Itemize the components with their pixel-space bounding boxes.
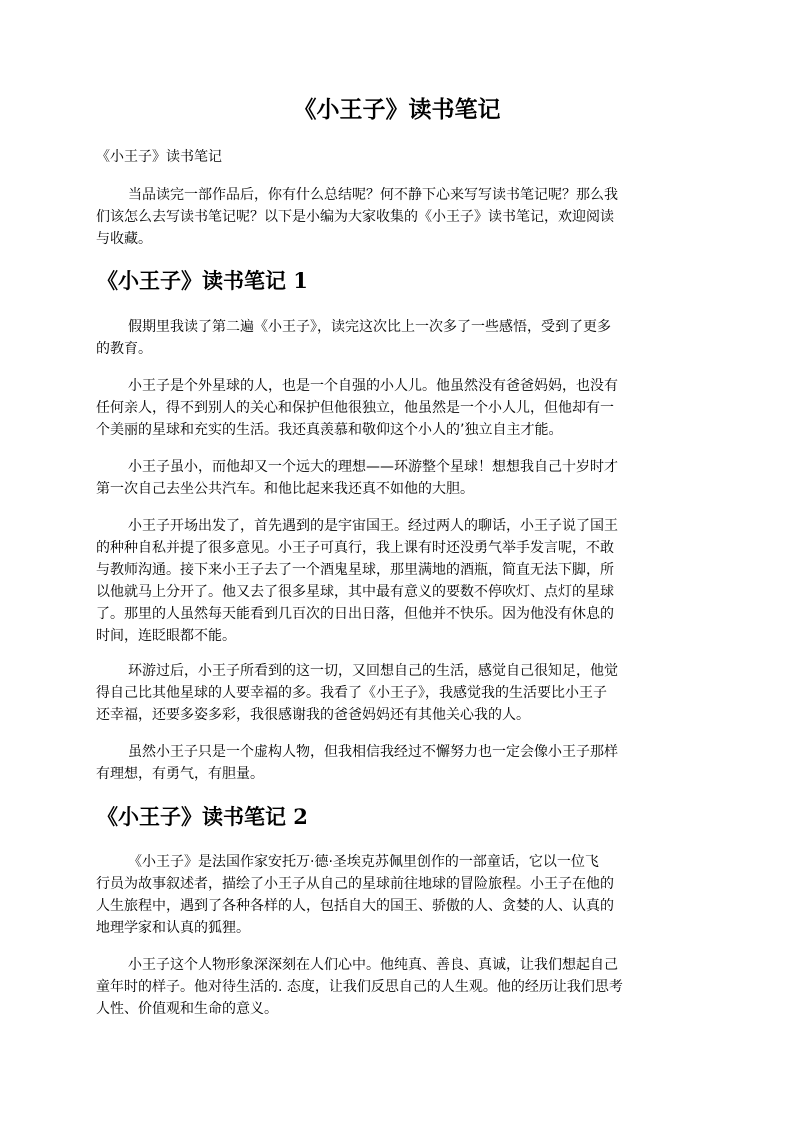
paragraph-line: 小王子虽小，而他却又一个远大的理想——环游整个星球！想想我自己十岁时才: [128, 459, 618, 475]
paragraph-line: 人性、价值观和生命的意义。: [96, 1001, 278, 1017]
section1-paragraph-3: [96, 456, 698, 500]
paragraph-line: 假期里我读了第二遍《小王子》，读完这次比上一次多了一些感悟，受到了更多: [128, 319, 611, 335]
paragraph-line: 人生旅程中，遇到了各种各样的人，包括自大的国王、骄傲的人、贪婪的人、认真的: [96, 898, 614, 914]
section1-paragraph-4: [96, 515, 698, 647]
paragraph-line: 时间，连眨眼都不能。: [96, 628, 236, 644]
paragraph-line: 小王子这个人物形象深深刻在人们心中。他纯真、善良、真诚，让我们想起自己: [128, 957, 618, 973]
paragraph-line: 的种种自私并提了很多意见。小王子可真行，我上课有时还没勇气举手发言呢，不敢: [96, 540, 614, 556]
section1-paragraph-6: [96, 741, 698, 785]
section1-paragraph-2: [96, 375, 698, 441]
paragraph-line: 当品读完一部作品后，你有什么总结呢？何不静下心来写写读书笔记呢？那么我: [128, 187, 618, 203]
paragraph-line: 有理想，有勇气，有胆量。: [96, 766, 264, 782]
section1-paragraph-1: [96, 316, 698, 360]
paragraph-line: 第一次自己去坐公共汽车。和他比起来我还真不如他的大胆。: [96, 481, 474, 497]
intro-paragraph: [96, 184, 698, 250]
paragraph-line: 行员为故事叙述者，描绘了小王子从自己的星球前往地球的冒险旅程。小王子在他的: [96, 876, 614, 892]
paragraph-line: 还幸福，还要多姿多彩，我很感谢我的爸爸妈妈还有其他关心我的人。: [96, 707, 530, 723]
paragraph-line: 任何亲人，得不到别人的关心和保护但他很独立，他虽然是一个小人儿，但他却有一: [96, 400, 614, 416]
section1-paragraph-5: [96, 660, 698, 726]
section-heading-2: 《小王子》读书笔记 2: [97, 804, 308, 829]
paragraph-line: 们该怎么去写读书笔记呢？以下是小编为大家收集的《小王子》读书笔记，欢迎阅读: [96, 209, 614, 225]
paragraph-line: 童年时的样子。他对待生活的. 态度，让我们反思自己的人生观。他的经历让我们思考: [96, 979, 623, 995]
paragraph-line: 小王子是个外星球的人，也是一个自强的小人儿。他虽然没有爸爸妈妈，也没有: [128, 378, 618, 394]
section2-paragraph-1: [96, 851, 698, 939]
section2-paragraph-2: [96, 954, 698, 1020]
paragraph-line: 个美丽的星球和充实的生活。我还真羡慕和敬仰这个小人的’独立自主才能。: [96, 422, 563, 438]
paragraph-line: 小王子开场出发了，首先遇到的是宇宙国王。经过两人的聊话，小王子说了国王: [128, 518, 618, 534]
paragraph-line: 的教育。: [96, 341, 152, 357]
paragraph-line: 以他就马上分开了。他又去了很多星球，其中最有意义的要数不停吹灯、点灯的星球: [96, 584, 614, 600]
page-title: 《小王子》读书笔记: [293, 96, 501, 123]
paragraph-line: 了。那里的人虽然每天能看到几百次的日出日落，但他并不快乐。因为他没有休息的: [96, 606, 614, 622]
paragraph-line: 地理学家和认真的狐狸。: [96, 920, 250, 936]
section-heading-1: 《小王子》读书笔记 1: [97, 268, 308, 293]
paragraph-line: 与收藏。: [96, 231, 152, 247]
document-subtitle: 《小王子》读书笔记: [96, 149, 222, 165]
paragraph-line: 《小王子》是法国作家安托万·德·圣埃克苏佩里创作的一部童话，它以一位飞: [128, 854, 599, 870]
paragraph-line: 与教师沟通。接下来小王子去了一个酒鬼星球，那里满地的酒瓶，简直无法下脚，所: [96, 562, 614, 578]
paragraph-line: 环游过后，小王子所看到的这一切，又回想自己的生活，感觉自己很知足，他觉: [128, 663, 618, 679]
paragraph-line: 虽然小王子只是一个虚构人物，但我相信我经过不懈努力也一定会像小王子那样: [128, 744, 618, 760]
paragraph-line: 得自己比其他星球的人要幸福的多。我看了《小王子》，我感觉我的生活要比小王子: [96, 685, 607, 701]
